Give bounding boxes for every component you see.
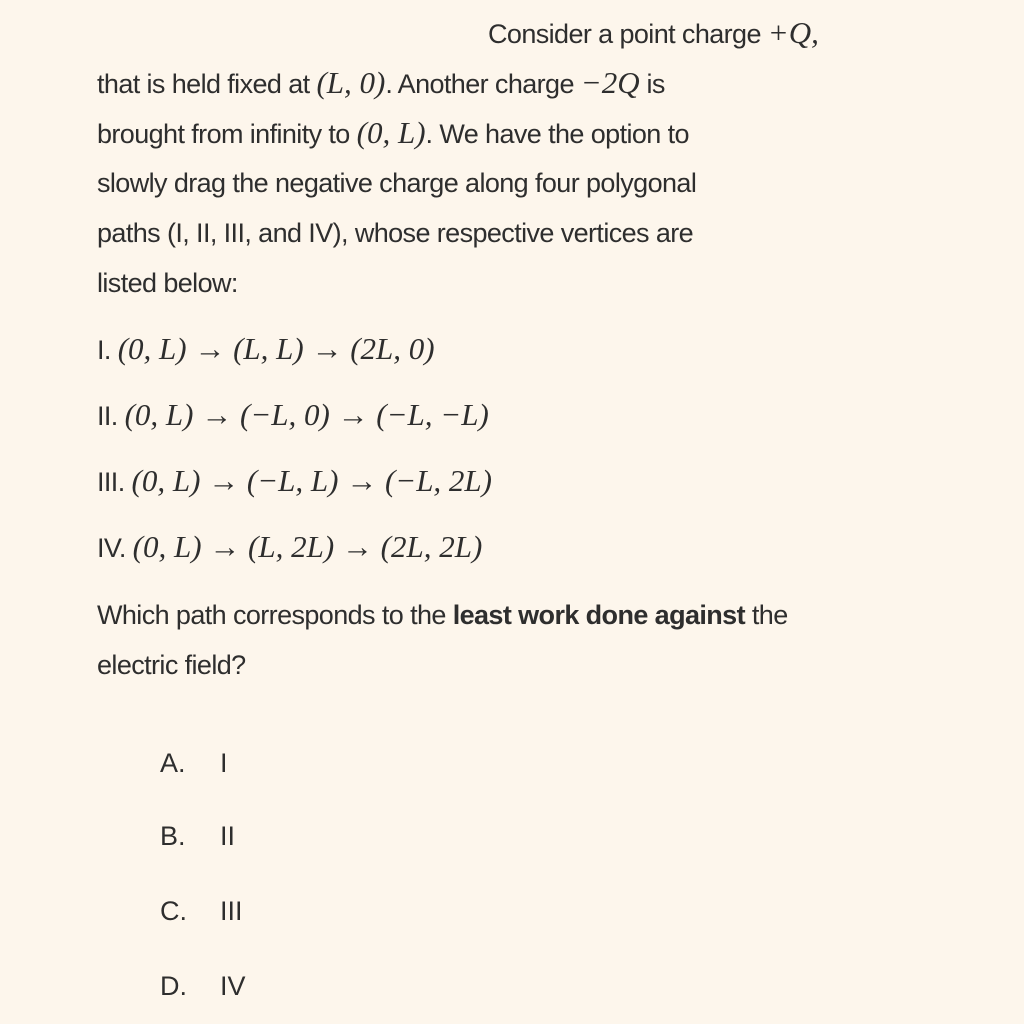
text-segment: the xyxy=(745,600,788,630)
choice-letter: D. xyxy=(160,971,187,1001)
math-expression: −2Q xyxy=(580,65,640,100)
choice-value: IV xyxy=(220,971,246,1001)
math-expression: (0, L) → (−L, 0) → (−L, −L) xyxy=(124,397,489,432)
text-segment: III. xyxy=(97,467,132,497)
text-segment: that is held fixed at xyxy=(97,69,317,99)
choice-value: II xyxy=(220,821,236,851)
text-segment: slowly drag the negative charge along four polygonal xyxy=(97,168,697,198)
path-option xyxy=(97,464,492,499)
choice-value: III xyxy=(220,896,243,926)
path-option xyxy=(97,530,482,565)
intro-line xyxy=(97,116,689,151)
choice-d[interactable] xyxy=(160,971,246,1002)
choice-b[interactable] xyxy=(160,821,235,852)
intro-line xyxy=(97,216,693,250)
text-segment: . We have the option to xyxy=(425,119,689,149)
math-expression: (0, L) xyxy=(356,115,426,150)
math-expression: (L, 0) xyxy=(316,65,386,100)
text-segment: . Another charge xyxy=(385,69,581,99)
choice-letter: B. xyxy=(160,821,186,851)
choice-value: I xyxy=(220,748,228,778)
choice-c[interactable] xyxy=(160,896,243,927)
text-segment: electric field? xyxy=(97,650,246,680)
text-segment: paths (I, II, III, and IV), whose respective vertices are xyxy=(97,218,694,248)
math-expression: (0, L) → (L, 2L) → (2L, 2L) xyxy=(132,529,483,564)
math-expression: (0, L) → (−L, L) → (−L, 2L) xyxy=(131,463,492,498)
text-segment: Consider a point charge xyxy=(488,19,768,49)
math-expression: (0, L) → (L, L) → (2L, 0) xyxy=(117,331,435,366)
emphasis-text: least work done against xyxy=(452,600,745,630)
text-segment: is xyxy=(639,69,665,99)
path-option xyxy=(97,398,489,433)
prompt-line xyxy=(97,598,788,632)
text-segment: brought from infinity to xyxy=(97,119,357,149)
intro-line xyxy=(97,166,696,200)
intro-line xyxy=(97,66,665,101)
text-segment: IV. xyxy=(97,533,133,563)
choice-letter: C. xyxy=(160,896,187,926)
math-expression: +Q, xyxy=(767,15,819,50)
choice-letter: A. xyxy=(160,748,186,778)
choice-a[interactable] xyxy=(160,748,228,779)
path-option xyxy=(97,332,435,367)
text-segment: I. xyxy=(97,335,118,365)
intro-line xyxy=(488,16,819,51)
prompt-line xyxy=(97,648,246,682)
text-segment: listed below: xyxy=(97,268,238,298)
intro-line xyxy=(97,266,238,300)
text-segment: II. xyxy=(97,401,125,431)
text-segment: Which path corresponds to the xyxy=(97,600,453,630)
